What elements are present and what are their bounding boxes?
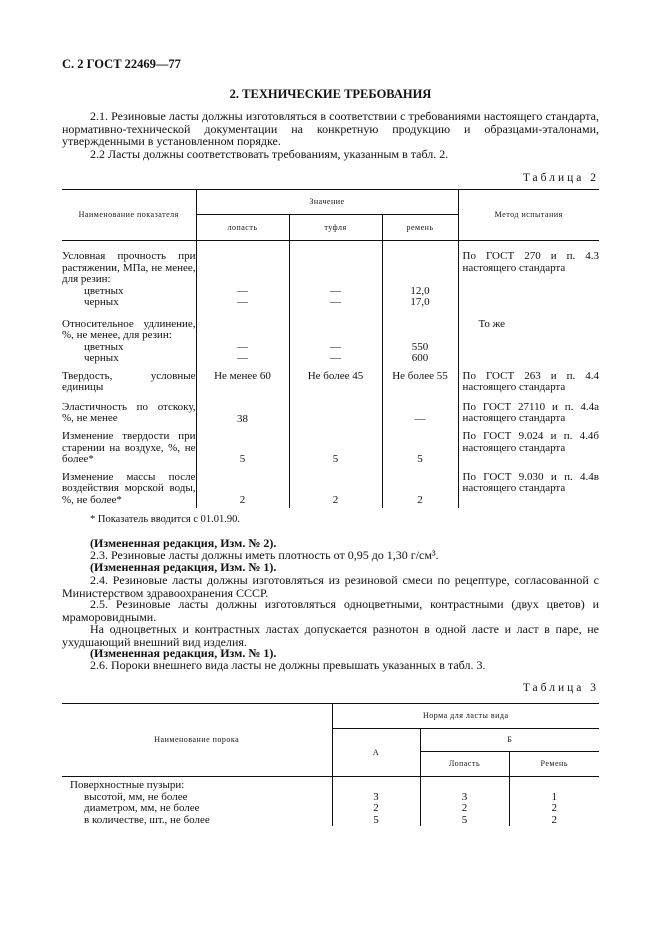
table3-caption: Таблица 3	[522, 682, 599, 694]
row-value: 3	[332, 792, 420, 804]
row-name: высотой, мм, не более	[62, 792, 332, 804]
row-value: 2	[196, 466, 289, 509]
table3-col-a: А	[332, 729, 420, 777]
table2-footnote: * Показатель вводится с 01.01.90.	[90, 514, 240, 525]
row-value: 600	[382, 353, 458, 365]
row-method	[458, 353, 599, 365]
row-value: Не более 45	[289, 365, 382, 394]
row-value: —	[289, 342, 382, 354]
row-method: По ГОСТ 9.030 и п. 4.4в настоящего стандарта	[462, 470, 599, 494]
table3-subcol: Лопасть	[420, 752, 509, 777]
row-value	[382, 309, 458, 342]
row-value: 38	[196, 394, 289, 426]
row-value	[420, 777, 509, 792]
table2-subcol: лопасть	[196, 215, 289, 241]
row-value: —	[289, 286, 382, 298]
row-value: 2	[289, 466, 382, 509]
row-name: Относительное удлинение, %, не менее, для резин:	[62, 317, 196, 341]
table2-subcol: ремень	[382, 215, 458, 241]
paragraph-2-2: 2.2 Ласты должны соответствовать требованиям, указанным в табл. 2.	[90, 147, 449, 161]
row-value: 2	[551, 813, 557, 826]
paragraph-2-1: 2.1. Резиновые ласты должны изготовляться в соответствии с требованиями настоящего стандарта, нормативно-технической документации на конкретную продукцию и образцами-эталонами, утвержденными в установленном порядке.	[62, 109, 599, 148]
row-name: цветных	[62, 286, 196, 298]
edit-note: (Измененная редакция, Изм. № 2).	[90, 536, 277, 550]
paragraph-2-3: 2.3. Резиновые ласты должны иметь плотность от 0,95 до 1,30 г/см³.	[90, 548, 439, 562]
row-name: Изменение твердости при старении на воздухе, %, не более*	[62, 430, 196, 465]
table-row	[62, 425, 599, 466]
row-value	[382, 241, 458, 286]
row-name: Поверхностные пузыри:	[62, 777, 332, 792]
row-value	[289, 309, 382, 342]
row-value	[509, 777, 599, 792]
row-value: 5	[332, 815, 420, 827]
row-name: диаметром, мм, не более	[62, 803, 332, 815]
row-value: —	[196, 353, 289, 365]
table2-col-name: Наименование показателя	[62, 190, 196, 241]
table-row	[62, 241, 599, 286]
row-value: 17,0	[382, 297, 458, 309]
row-method: По ГОСТ 27110 и п. 4.4а настоящего стандарта	[462, 400, 599, 424]
row-value: 5	[382, 425, 458, 466]
table2-col-value: Значение	[196, 190, 458, 215]
row-value: —	[196, 297, 289, 309]
row-value	[196, 309, 289, 342]
row-value: 2	[420, 803, 509, 815]
row-value: —	[196, 286, 289, 298]
row-value: Не менее 60	[196, 365, 289, 394]
row-value: 12,0	[382, 286, 458, 298]
row-method: По ГОСТ 263 и п. 4.4 настоящего стандарта	[462, 369, 599, 393]
row-method	[458, 342, 599, 354]
row-value	[289, 394, 382, 426]
table-row	[62, 815, 599, 827]
row-name: черных	[62, 353, 196, 365]
row-value: —	[289, 353, 382, 365]
row-method	[458, 286, 599, 298]
row-value: 5	[420, 815, 509, 827]
row-name: черных	[62, 297, 196, 309]
row-method: То же	[478, 317, 505, 330]
table2-caption: Таблица 2	[522, 172, 599, 184]
row-name: в количестве, шт., не более	[62, 815, 332, 827]
edit-note: (Измененная редакция, Изм. № 1).	[90, 560, 277, 574]
table-row	[62, 803, 599, 815]
table3-col-norm: Норма для ласты вида	[332, 704, 599, 729]
table-row	[62, 365, 599, 394]
row-value: Не более 55	[382, 365, 458, 394]
row-value: 5	[289, 425, 382, 466]
table-row	[62, 309, 599, 342]
paragraph-2-6: 2.6. Пороки внешнего вида ласты не должны превышать указанных в табл. 3.	[90, 658, 486, 672]
row-value	[289, 241, 382, 286]
table-row	[62, 466, 599, 509]
paragraph-2-5b: На одноцветных и контрастных ластах допускается разнотон в одной ласте и ласт в паре, не ухудшающий внешний вид изделия.	[62, 622, 599, 649]
row-value: 550	[382, 342, 458, 354]
row-value: 5	[196, 425, 289, 466]
row-value: —	[289, 297, 382, 309]
table3-col-b: Б	[420, 729, 599, 752]
table-row	[62, 777, 599, 792]
page-header: С. 2 ГОСТ 22469—77	[62, 57, 181, 71]
table2-col-method: Метод испытания	[458, 190, 599, 241]
row-value: —	[382, 394, 458, 426]
row-name: Изменение массы после воздействия морской воды, %, не более*	[62, 470, 196, 506]
row-method	[458, 297, 599, 309]
table2-subcol: туфля	[289, 215, 382, 241]
table-3	[62, 703, 599, 826]
row-value	[196, 241, 289, 286]
row-name: Твердость, условные единицы	[62, 369, 196, 393]
paragraph-2-4: 2.4. Резиновые ласты должны изготовляться из резиновой смеси по рецептуре, согласованной с Министерством здравоохранения СССР.	[62, 573, 599, 600]
row-method: По ГОСТ 270 и п. 4.3 настоящего стандарта	[462, 250, 599, 274]
edit-note: (Измененная редакция, Изм. № 1).	[90, 646, 277, 660]
row-value	[332, 777, 420, 792]
row-value: 2	[551, 802, 557, 814]
table3-col-name: Наименование порока	[62, 704, 332, 777]
paragraph-2-5: 2.5. Резиновые ласты должны изготовляться одноцветными, контрастными (двух цветов) и мраморовидными.	[62, 597, 599, 624]
row-name: Эластичность по отскоку, %, не менее	[62, 400, 196, 424]
table-row	[62, 394, 599, 426]
row-value: 1	[551, 790, 557, 803]
table3-subcol: Ремень	[509, 752, 599, 777]
row-value: —	[196, 342, 289, 354]
row-value: 3	[420, 792, 509, 804]
row-value: 2	[332, 803, 420, 815]
table-2	[62, 189, 599, 508]
table-row	[62, 353, 599, 365]
row-method: По ГОСТ 9.024 и п. 4.4б настоящего стандарта	[462, 430, 599, 454]
table-row	[62, 297, 599, 309]
section-title: 2. ТЕХНИЧЕСКИЕ ТРЕБОВАНИЯ	[229, 87, 432, 101]
row-name: цветных	[62, 342, 196, 354]
row-value: 2	[382, 466, 458, 509]
row-name: Условная прочность при растяжении, МПа, не менее, для резин:	[62, 250, 196, 285]
